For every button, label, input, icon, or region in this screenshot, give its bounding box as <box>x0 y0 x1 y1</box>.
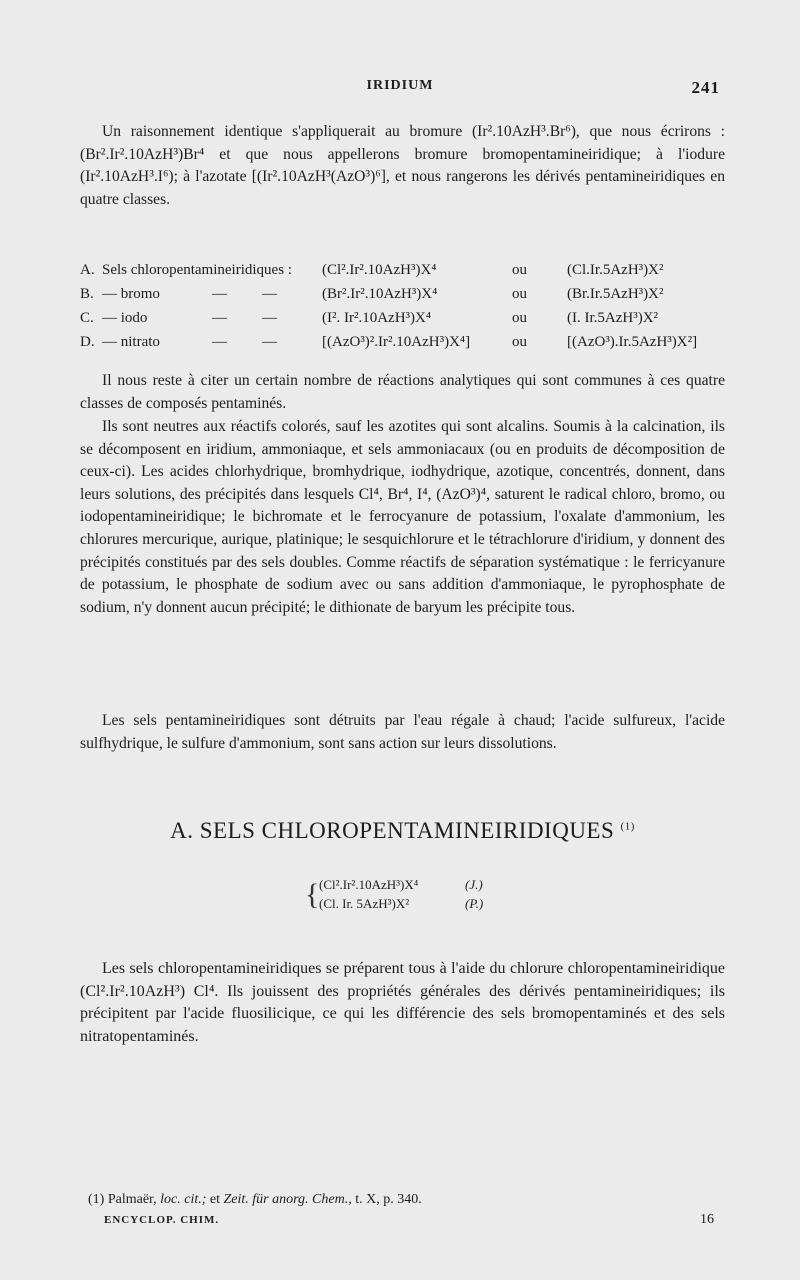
preparation-paragraph: Les sels chloropentamineiridiques se préparent tous à l'aide du chlorure chloropentamineiridique (Cl².Ir².10AzH³) Cl⁴. Ils jouissent des propriétés générales des dérivés pentamineiridiques; ils précipitent par l'acide fluosilicique, ce qui les différencie des sels bromopentaminés et des sels nitratopentaminés. <box>80 960 725 1045</box>
class-list <box>80 258 725 354</box>
properties-paragraph: Ils sont neutres aux réactifs colorés, sauf les azotites qui sont alcalins. Soumis à la calcination, ils se décomposent en iridium, ammoniaque, et sels ammoniacaux (ou en produits de décomposition de ceux-ci). Les acides chlorhydrique, bromhydrique, iodhydrique, azotique, concentrés, donnent, dans leurs solutions, des précipités dans lesquels Cl⁴, Br⁴, I⁴, (AzO³)⁴, saturent le radical chloro, bromo, ou iodopentamineiridique; le bichromate et le ferrocyanure de potassium, l'oxalate d'ammonium, les chlorures mercurique, aurique, platinique; le sesquichlorure et le tétrachlorure d'iridium, y donnent des précipités constitués par des sels doubles. Comme réactifs de séparation systématique : le ferricyanure de potassium, le phosphate de sodium avec ou sans addition d'ammoniaque, le pyrophosphate de sodium, n'y donnent aucun précipité; le dithionate de baryum les précipite tous. <box>80 418 725 616</box>
class-or: ou <box>512 286 527 302</box>
class-formula: (Br².Ir².10AzH³)X⁴ <box>322 286 438 302</box>
class-formula: [(AzO³)².Ir².10AzH³)X⁴] <box>322 334 471 350</box>
formula-author: (P.) <box>465 896 484 911</box>
class-or: ou <box>512 310 527 326</box>
class-row <box>80 306 725 330</box>
class-name: — bromo <box>102 286 160 302</box>
section-title-text: A. SELS CHLOROPENTAMINEIRIDIQUES <box>170 818 615 843</box>
reactions-paragraph: Il nous reste à citer un certain nombre de réactions analytiques qui sont communes à ces quatre classes de composés pentaminés. <box>80 372 725 412</box>
footnote-and: et <box>209 1192 221 1207</box>
class-ditto-mark: — <box>262 310 277 326</box>
class-row <box>80 282 725 306</box>
class-letter: D. <box>80 334 95 350</box>
class-formula: (I². Ir².10AzH³)X⁴ <box>322 310 432 326</box>
footnote-ref-2: Zeit. für anorg. Chem., <box>223 1192 352 1207</box>
section-title <box>80 818 725 844</box>
class-ditto-mark: — <box>262 286 277 302</box>
running-head <box>80 78 720 102</box>
class-ditto-mark: — <box>212 310 227 326</box>
formula: (Cl².Ir².10AzH³)X⁴ <box>319 877 419 892</box>
formula-row <box>305 894 555 913</box>
class-or: ou <box>512 262 527 278</box>
class-letter: A. <box>80 262 95 278</box>
footnote-tail: t. X, p. 340. <box>355 1192 422 1207</box>
footnote <box>88 1190 728 1210</box>
class-name: Sels chloropentamineiridiques : <box>102 262 292 278</box>
class-ditto-mark: — <box>212 286 227 302</box>
formula-author: (J.) <box>465 877 483 892</box>
brace-icon: { <box>305 878 320 911</box>
class-alt-formula: (Cl.Ir.5AzH³)X² <box>567 262 664 278</box>
class-row <box>80 330 725 354</box>
class-alt-formula: [(AzO³).Ir.5AzH³)X²] <box>567 334 698 350</box>
class-alt-formula: (I. Ir.5AzH³)X² <box>567 310 659 326</box>
footnote-reference: (1) <box>620 820 635 833</box>
class-letter: B. <box>80 286 94 302</box>
page-number: 241 <box>691 78 720 97</box>
class-ditto-mark: — <box>262 334 277 350</box>
footnote-mark: (1) <box>88 1192 105 1207</box>
class-alt-formula: (Br.Ir.5AzH³)X² <box>567 286 664 302</box>
class-letter: C. <box>80 310 94 326</box>
footnote-author: Palmaër, <box>107 1192 157 1207</box>
formula: (Cl. Ir. 5AzH³)X² <box>319 896 410 911</box>
intro-paragraph: Un raisonnement identique s'appliquerait au bromure (Ir².10AzH³.Br⁶), que nous écrirons : (Br².Ir².10AzH³)Br⁴ et que nous appellerons bromure bromopentamineiridique; à l'iodure (Ir².10AzH³.I⁶); à l'azotate [(Ir².10AzH³(AzO³)⁶], et nous rangerons les dérivés pentamineiridiques en quatre classes. <box>80 123 725 208</box>
footnote-ref-1: loc. cit.; <box>160 1192 207 1207</box>
class-name: — iodo <box>102 310 148 326</box>
class-formula: (Cl².Ir².10AzH³)X⁴ <box>322 262 437 278</box>
section-formulas <box>305 875 555 913</box>
formula-row <box>305 875 555 894</box>
class-name: — nitrato <box>102 334 160 350</box>
class-row <box>80 258 725 282</box>
destruction-paragraph: Les sels pentamineiridiques sont détruits par l'eau régale à chaud; l'acide sulfureux, l'acide sulfhydrique, le sulfure d'ammonium, sont sans action sur leurs dissolutions. <box>80 712 725 752</box>
class-or: ou <box>512 334 527 350</box>
running-title: IRIDIUM <box>366 78 434 93</box>
signature-number: 16 <box>700 1212 714 1227</box>
class-ditto-mark: — <box>212 334 227 350</box>
signature-label: ENCYCLOP. CHIM. <box>104 1214 220 1226</box>
